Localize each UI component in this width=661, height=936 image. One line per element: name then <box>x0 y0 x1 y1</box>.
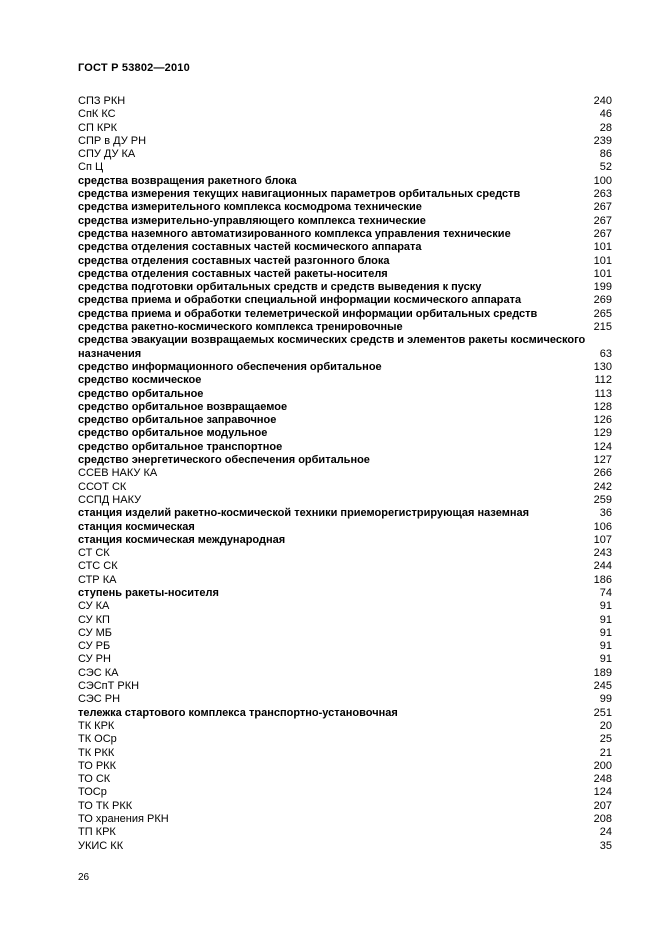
index-entry <box>78 786 612 799</box>
index-page-ref: 207 <box>593 799 612 812</box>
index-entry <box>78 614 612 627</box>
index-entry <box>78 361 612 374</box>
index-page-ref: 263 <box>593 188 612 201</box>
index-page-ref: 91 <box>599 613 612 626</box>
index-page-ref: 106 <box>593 520 612 533</box>
index-page-ref: 245 <box>593 680 612 693</box>
index-term: Сп Ц <box>78 161 104 174</box>
index-entry <box>78 268 612 281</box>
index-page-ref: 35 <box>599 839 612 852</box>
index-entry <box>78 507 612 520</box>
index-term: СТР КА <box>78 573 117 586</box>
index-term: СЭС РН <box>78 693 121 706</box>
index-page-ref: 36 <box>599 507 612 520</box>
index-entry <box>78 427 612 440</box>
index-entry <box>78 308 612 321</box>
index-term: СУ МБ <box>78 626 113 639</box>
index-page-ref: 25 <box>599 733 612 746</box>
page-number: 26 <box>78 872 90 883</box>
index-page-ref: 199 <box>593 281 612 294</box>
index-page-ref: 215 <box>593 321 612 334</box>
index-entry <box>78 547 612 560</box>
index-page-ref: 52 <box>599 161 612 174</box>
index-page-ref: 20 <box>599 719 612 732</box>
index-page-ref: 242 <box>593 480 612 493</box>
index-page-ref: 112 <box>594 374 612 387</box>
index-entry <box>78 467 612 480</box>
index-term: СпК КС <box>78 108 116 121</box>
index-term: ТК РКК <box>78 746 115 759</box>
index-term: ССПД НАКУ <box>78 493 142 506</box>
index-term: ТО РКК <box>78 759 116 772</box>
index-term: ТП КРК <box>78 826 116 839</box>
index-entry <box>78 454 612 467</box>
index-page-ref: 124 <box>593 440 612 453</box>
index-term: СТ СК <box>78 547 110 560</box>
index-term: ТОСр <box>78 786 107 799</box>
index-page-ref: 101 <box>593 241 612 254</box>
index-term: ТО ТК РКК <box>78 799 133 812</box>
index-entry <box>78 560 612 573</box>
index-entry <box>78 215 612 228</box>
index-page-ref: 101 <box>593 267 612 280</box>
index-entry <box>78 188 612 201</box>
index-entry <box>78 760 612 773</box>
index-page-ref: 239 <box>593 134 612 147</box>
index-entry <box>78 122 612 135</box>
index-term: средство орбитальное заправочное <box>78 414 277 427</box>
index-term: средства измерения текущих навигационных параметров орбитальных средств <box>78 188 521 201</box>
index-term: средства отделения составных частей космического аппарата <box>78 241 422 254</box>
index-term: УКИС КК <box>78 839 124 852</box>
index-entry <box>78 175 612 188</box>
index-entry <box>78 574 612 587</box>
index-entry <box>78 148 612 161</box>
index-term: средства приема и обработки телеметрической информации орбитальных средств <box>78 307 538 320</box>
index-entry <box>78 720 612 733</box>
index-page-ref: 266 <box>593 467 612 480</box>
index-term: СТС СК <box>78 560 118 573</box>
index-term: ТК ОСр <box>78 733 117 746</box>
index-entry <box>78 321 612 334</box>
index-term: средство энергетического обеспечения орбитальное <box>78 454 370 467</box>
index-entry <box>78 108 612 121</box>
index-page-ref: 113 <box>594 387 612 400</box>
index-page-ref: 265 <box>593 307 612 320</box>
index-list <box>78 95 612 853</box>
index-entry <box>78 481 612 494</box>
index-page-ref: 127 <box>593 454 612 467</box>
index-entry <box>78 587 612 600</box>
index-entry <box>78 627 612 640</box>
index-term: средство космическое <box>78 374 202 387</box>
index-page-ref: 107 <box>593 533 612 546</box>
index-entry <box>78 747 612 760</box>
index-entry <box>78 414 612 427</box>
index-term: СУ РН <box>78 653 111 666</box>
index-page-ref: 63 <box>599 347 612 360</box>
index-term: средства наземного автоматизированного комплекса управления технические <box>78 227 511 240</box>
index-entry <box>78 813 612 826</box>
index-term: СУ КА <box>78 600 110 613</box>
index-term: средства приема и обработки специальной информации космического аппарата <box>78 294 522 307</box>
index-term: ССОТ СК <box>78 480 127 493</box>
index-term: ТО СК <box>78 773 111 786</box>
index-term: средства отделения составных частей ракеты-носителя <box>78 267 388 280</box>
index-page-ref: 240 <box>593 95 612 107</box>
index-entry <box>78 693 612 706</box>
index-entry <box>78 733 612 746</box>
index-entry <box>78 135 612 148</box>
index-term: средство орбитальное транспортное <box>78 440 283 453</box>
doc-header-number: ГОСТ Р 53802—2010 <box>78 62 190 74</box>
index-page-ref: 74 <box>599 586 612 599</box>
index-term: средства эвакуации возвращаемых космических средств и элементов ракеты космического назначения <box>78 334 586 360</box>
index-term: средство информационного обеспечения орбитальное <box>78 360 382 373</box>
index-term: СПЗ РКН <box>78 95 126 107</box>
index-entry <box>78 294 612 307</box>
index-term: средство орбитальное <box>78 387 204 400</box>
index-page-ref: 100 <box>593 174 612 187</box>
index-entry <box>78 840 612 853</box>
index-term: средство орбитальное возвращаемое <box>78 400 288 413</box>
index-term: тележка стартового комплекса транспортно-установочная <box>78 706 398 719</box>
index-entry <box>78 228 612 241</box>
index-page-ref: 91 <box>599 600 612 613</box>
index-entry <box>78 680 612 693</box>
index-page-ref: 91 <box>599 653 612 666</box>
index-entry <box>78 334 612 361</box>
index-term: средства ракетно-космического комплекса тренировочные <box>78 321 403 334</box>
index-entry <box>78 388 612 401</box>
index-entry <box>78 201 612 214</box>
index-term: СПУ ДУ КА <box>78 148 136 161</box>
index-page-ref: 251 <box>593 706 612 719</box>
index-page-ref: 28 <box>599 121 612 134</box>
index-entry <box>78 707 612 720</box>
index-page-ref: 243 <box>593 547 612 560</box>
index-page-ref: 200 <box>593 759 612 772</box>
index-term: средства возвращения ракетного блока <box>78 174 297 187</box>
index-term: ССЕВ НАКУ КА <box>78 467 158 480</box>
index-term: СУ КП <box>78 613 110 626</box>
index-term: ТО хранения РКН <box>78 813 169 826</box>
index-entry <box>78 241 612 254</box>
index-entry <box>78 826 612 839</box>
index-term: СЭСпТ РКН <box>78 680 140 693</box>
index-entry <box>78 600 612 613</box>
index-page-ref: 267 <box>593 227 612 240</box>
index-entry <box>78 494 612 507</box>
index-term: средства измерительного комплекса космодрома технические <box>78 201 422 214</box>
index-entry <box>78 653 612 666</box>
index-entry <box>78 800 612 813</box>
index-term: ступень ракеты-носителя <box>78 586 219 599</box>
index-page-ref: 99 <box>599 693 612 706</box>
index-page-ref: 124 <box>593 786 612 799</box>
index-entry <box>78 95 612 108</box>
index-entry <box>78 374 612 387</box>
index-page-ref: 267 <box>593 214 612 227</box>
index-page-ref: 91 <box>599 640 612 653</box>
index-entry <box>78 773 612 786</box>
index-page-ref: 186 <box>593 573 612 586</box>
index-page-ref: 46 <box>599 108 612 121</box>
index-page-ref: 248 <box>593 773 612 786</box>
index-term: СУ РБ <box>78 640 111 653</box>
index-entry <box>78 441 612 454</box>
index-entry <box>78 401 612 414</box>
index-term: станция космическая <box>78 520 195 533</box>
index-term: СЭС КА <box>78 666 119 679</box>
index-page-ref: 267 <box>593 201 612 214</box>
index-term: средство орбитальное модульное <box>78 427 268 440</box>
index-page-ref: 101 <box>593 254 612 267</box>
index-page-ref: 259 <box>593 493 612 506</box>
index-page-ref: 128 <box>593 400 612 413</box>
index-page-ref: 244 <box>593 560 612 573</box>
index-page-ref: 126 <box>593 414 612 427</box>
index-term: станция изделий ракетно-космической техники приеморегистрирующая наземная <box>78 507 530 520</box>
index-term: средства подготовки орбитальных средств и средств выведения к пуску <box>78 281 482 294</box>
index-entry <box>78 255 612 268</box>
index-term: ТК КРК <box>78 719 115 732</box>
index-page-ref: 91 <box>599 626 612 639</box>
index-term: СПР в ДУ РН <box>78 134 147 147</box>
index-page-ref: 189 <box>593 666 612 679</box>
index-page-ref: 130 <box>593 360 612 373</box>
index-term: СП КРК <box>78 121 118 134</box>
index-page-ref: 208 <box>593 813 612 826</box>
index-page-ref: 21 <box>599 746 612 759</box>
index-term: средства измерительно-управляющего комплекса технические <box>78 214 426 227</box>
index-entry <box>78 161 612 174</box>
index-entry <box>78 534 612 547</box>
index-entry <box>78 521 612 534</box>
index-entry <box>78 667 612 680</box>
index-page-ref: 86 <box>599 148 612 161</box>
index-page-ref: 24 <box>599 826 612 839</box>
index-entry <box>78 281 612 294</box>
index-page-ref: 269 <box>593 294 612 307</box>
index-term: станция космическая международная <box>78 533 286 546</box>
index-page-ref: 129 <box>593 427 612 440</box>
index-entry <box>78 640 612 653</box>
index-term: средства отделения составных частей разгонного блока <box>78 254 390 267</box>
